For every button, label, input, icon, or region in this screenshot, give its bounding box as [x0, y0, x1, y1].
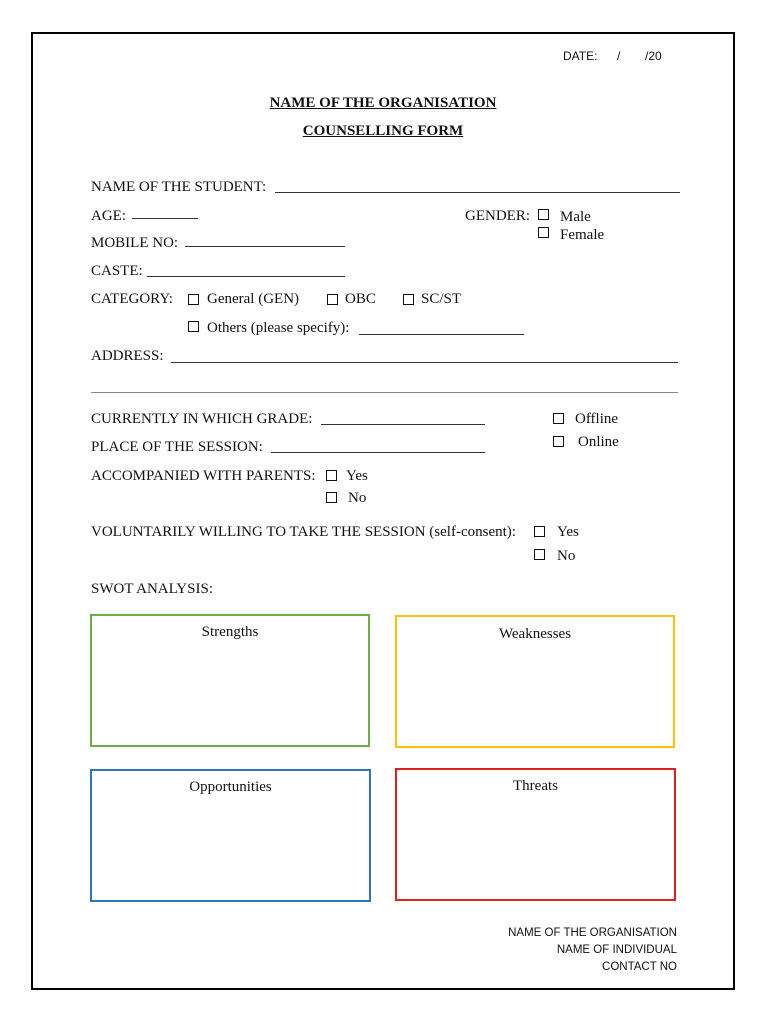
weaknesses-box[interactable] — [395, 615, 675, 748]
date-label: DATE: — [563, 49, 598, 63]
session-online-label: Online — [578, 434, 619, 450]
voluntary-yes-checkbox[interactable] — [534, 526, 545, 537]
organisation-title: NAME OF THE ORGANISATION — [269, 95, 497, 111]
weaknesses-label: Weaknesses — [498, 626, 572, 642]
place-label: PLACE OF THE SESSION: — [91, 439, 263, 455]
gender-male-checkbox[interactable] — [538, 209, 549, 220]
gender-male-label: Male — [560, 209, 591, 225]
caste-field[interactable] — [147, 276, 345, 277]
accompanied-no-label: No — [348, 490, 367, 506]
voluntary-no-checkbox[interactable] — [534, 549, 545, 560]
age-label: AGE: — [91, 208, 126, 224]
accompanied-yes-label: Yes — [346, 468, 368, 484]
footer-organisation: NAME OF THE ORGANISATION — [508, 927, 677, 939]
threats-label: Threats — [513, 778, 558, 794]
address-label: ADDRESS: — [91, 348, 164, 364]
session-offline-label: Offline — [575, 411, 619, 427]
date-year: /20 — [645, 49, 662, 63]
student-name-field[interactable] — [275, 192, 680, 193]
accompanied-no-checkbox[interactable] — [326, 492, 337, 503]
session-offline-checkbox[interactable] — [553, 413, 564, 424]
form-title: COUNSELLING FORM — [302, 123, 464, 139]
mobile-label: MOBILE NO: — [91, 235, 179, 251]
footer-individual: NAME OF INDIVIDUAL — [556, 944, 677, 956]
age-field[interactable] — [132, 218, 198, 219]
gender-female-checkbox[interactable] — [538, 227, 549, 238]
gender-label: GENDER: — [465, 208, 530, 224]
category-others-field[interactable] — [359, 334, 524, 335]
accompanied-label: ACCOMPANIED WITH PARENTS: — [91, 468, 316, 484]
category-obc-checkbox[interactable] — [327, 294, 338, 305]
category-gen-label: General (GEN) — [207, 291, 300, 307]
category-scst-checkbox[interactable] — [403, 294, 414, 305]
mobile-field[interactable] — [185, 246, 345, 247]
category-gen-checkbox[interactable] — [188, 294, 199, 305]
session-online-checkbox[interactable] — [553, 436, 564, 447]
opportunities-label: Opportunities — [189, 779, 272, 795]
form-page — [31, 32, 735, 990]
voluntary-no-label: No — [557, 548, 576, 564]
strengths-box[interactable] — [90, 614, 370, 747]
strengths-label: Strengths — [201, 624, 259, 640]
accompanied-yes-checkbox[interactable] — [326, 470, 337, 481]
footer-contact: CONTACT NO — [602, 961, 677, 973]
category-others-checkbox[interactable] — [188, 321, 199, 332]
place-field[interactable] — [271, 452, 485, 453]
opportunities-box[interactable] — [90, 769, 371, 902]
threats-box[interactable] — [395, 768, 676, 901]
address-field-line1[interactable] — [171, 362, 678, 363]
category-obc-label: OBC — [345, 291, 376, 307]
swot-heading: SWOT ANALYSIS: — [91, 581, 213, 597]
voluntary-label: VOLUNTARILY WILLING TO TAKE THE SESSION (self-consent): — [91, 524, 516, 540]
caste-label: CASTE: — [91, 263, 143, 279]
date-separator: / — [617, 49, 621, 63]
student-name-label: NAME OF THE STUDENT: — [91, 179, 267, 195]
category-label: CATEGORY: — [91, 291, 173, 307]
address-field-line2[interactable] — [91, 392, 678, 393]
category-others-label: Others (please specify): — [207, 320, 350, 336]
grade-label: CURRENTLY IN WHICH GRADE: — [91, 411, 313, 427]
grade-field[interactable] — [321, 424, 485, 425]
gender-female-label: Female — [560, 227, 605, 243]
category-scst-label: SC/ST — [421, 291, 462, 307]
voluntary-yes-label: Yes — [557, 524, 579, 540]
